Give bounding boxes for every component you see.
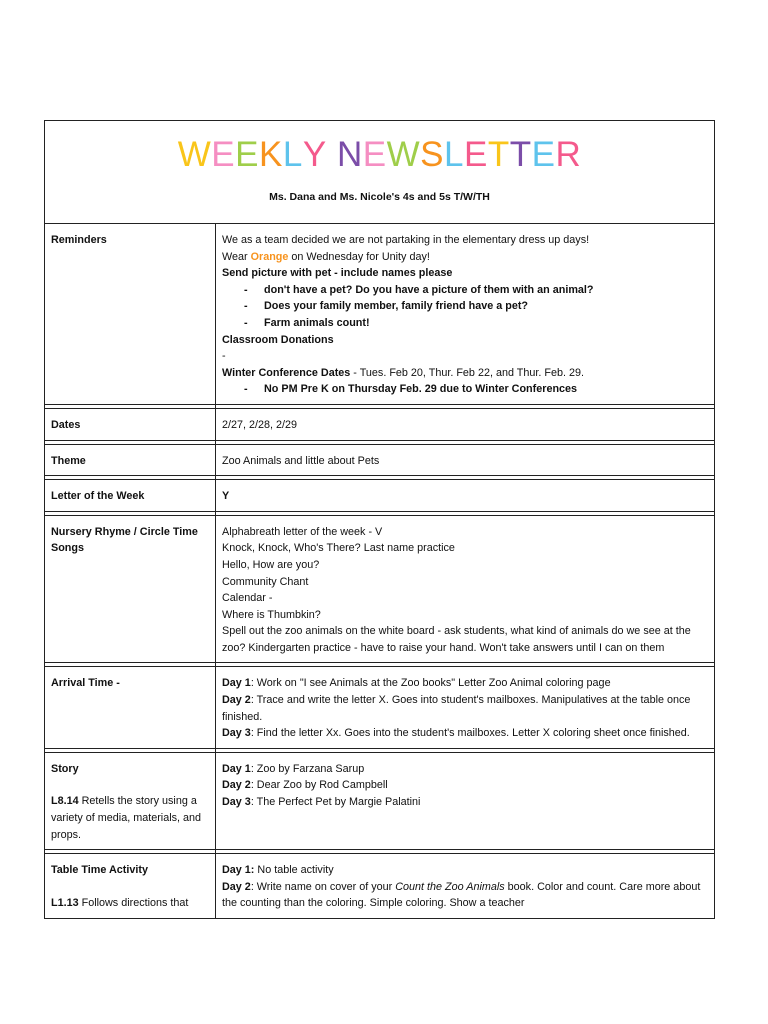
title-letter: L bbox=[443, 135, 464, 174]
table-time-label: Table Time Activity bbox=[51, 864, 149, 877]
dates-label: Dates bbox=[45, 408, 216, 440]
table-time-label-cell bbox=[45, 854, 216, 919]
title-letter: T bbox=[509, 135, 532, 174]
story-content bbox=[216, 752, 715, 849]
arrival-day: Day 1: Work on "I see Animals at the Zoo books" Letter Zoo Animal coloring page bbox=[222, 677, 611, 690]
newsletter-sheet bbox=[44, 120, 715, 919]
title-letter: N bbox=[336, 135, 363, 174]
classroom-donations: Classroom Donations bbox=[222, 333, 334, 346]
title-letter bbox=[327, 133, 337, 177]
dates-value: 2/27, 2/28, 2/29 bbox=[216, 408, 715, 440]
story-day: Day 1: Zoo by Farzana Sarup bbox=[222, 762, 365, 775]
nursery-line: Calendar - bbox=[222, 592, 273, 605]
arrival-day: Day 3: Find the letter Xx. Goes into the student's mailboxes. Letter X coloring sheet once finished. bbox=[222, 727, 690, 740]
conference-bullet: - No PM Pre K on Thursday Feb. 29 due to Winter Conferences bbox=[244, 383, 578, 396]
reminders-row bbox=[45, 224, 714, 404]
theme-value: Zoo Animals and little about Pets bbox=[216, 444, 715, 476]
nursery-line: Where is Thumbkin? bbox=[222, 608, 321, 621]
table-time-standard: L1.13 Follows directions that bbox=[51, 896, 189, 909]
title-letter: S bbox=[420, 135, 444, 174]
newsletter-header bbox=[45, 121, 714, 224]
nursery-line: Spell out the zoo animals on the white board - ask students, what kind of animals do we see at the zoo? Kindergarten practice - have to raise your hand. Won't take answers until I can on them bbox=[222, 625, 691, 654]
arrival-day: Day 2: Trace and write the letter X. Goes into student's mailboxes. Manipulatives at the table once finished. bbox=[222, 694, 691, 723]
letter-value: Y bbox=[216, 480, 715, 512]
table-time-content bbox=[216, 854, 715, 919]
nursery-line: Community Chant bbox=[222, 575, 309, 588]
title-letter: E bbox=[211, 135, 236, 174]
reminders-content bbox=[216, 224, 715, 404]
reminder-unity-day: Wear Orange on Wednesday for Unity day! bbox=[222, 250, 430, 263]
table-time-day: Day 1: No table activity bbox=[222, 864, 334, 877]
story-day: Day 3: The Perfect Pet by Margie Palatini bbox=[222, 796, 421, 809]
title-letter: E bbox=[531, 135, 556, 174]
reminder-bullet: - Does your family member, family friend have a pet? bbox=[244, 300, 529, 313]
letter-label: Letter of the Week bbox=[45, 480, 216, 512]
winter-conference-dates: Winter Conference Dates - Tues. Feb 20, Thur. Feb 22, and Thur. Feb. 29. bbox=[222, 366, 584, 379]
nursery-content bbox=[216, 515, 715, 663]
nursery-label: Nursery Rhyme / Circle Time Songs bbox=[45, 515, 216, 663]
title-letter: E bbox=[362, 135, 387, 174]
newsletter-table bbox=[45, 224, 714, 919]
arrival-row bbox=[45, 667, 714, 748]
story-standard: L8.14 Retells the story using a variety of media, materials, and props. bbox=[51, 795, 202, 841]
reminder-bullet: - Farm animals count! bbox=[244, 316, 370, 329]
letter-row bbox=[45, 480, 714, 512]
arrival-content bbox=[216, 667, 715, 748]
title-letter: L bbox=[282, 135, 303, 174]
title-letter: T bbox=[487, 135, 510, 174]
theme-label: Theme bbox=[45, 444, 216, 476]
class-subtitle: Ms. Dana and Ms. Nicole's 4s and 5s T/W/TH bbox=[269, 191, 490, 203]
theme-row bbox=[45, 444, 714, 476]
story-label-cell bbox=[45, 752, 216, 849]
title-letter: E bbox=[463, 135, 488, 174]
reminder-bullet: - don't have a pet? Do you have a picture of them with an animal? bbox=[244, 283, 594, 296]
title-letter: Y bbox=[302, 135, 327, 174]
title-letter: W bbox=[177, 135, 212, 174]
dates-row bbox=[45, 408, 714, 440]
title-letter: W bbox=[386, 135, 421, 174]
title-letter: R bbox=[555, 135, 582, 174]
story-day: Day 2: Dear Zoo by Rod Campbell bbox=[222, 779, 388, 792]
reminders-label: Reminders bbox=[45, 224, 216, 404]
newsletter-title bbox=[45, 121, 714, 177]
reminder-pet-picture: Send picture with pet - include names please bbox=[222, 267, 453, 280]
nursery-line: Alphabreath letter of the week - V bbox=[222, 525, 383, 538]
nursery-line: Hello, How are you? bbox=[222, 558, 320, 571]
story-row bbox=[45, 752, 714, 849]
nursery-row bbox=[45, 515, 714, 663]
donations-dash: - bbox=[222, 350, 226, 363]
orange-word: Orange bbox=[250, 250, 289, 263]
title-letter: E bbox=[235, 135, 260, 174]
table-time-day: Day 2: Write name on cover of your Count the Zoo Animals book. Color and count. Care more about the counting than the coloring. Simple coloring. Show a teacher bbox=[222, 880, 701, 910]
table-time-row bbox=[45, 854, 714, 919]
title-letter: K bbox=[259, 135, 283, 174]
nursery-line: Knock, Knock, Who's There? Last name practice bbox=[222, 542, 455, 555]
story-label: Story bbox=[51, 762, 79, 775]
arrival-label: Arrival Time - bbox=[45, 667, 216, 748]
reminder-dress-up: We as a team decided we are not partaking in the elementary dress up days! bbox=[222, 234, 590, 246]
